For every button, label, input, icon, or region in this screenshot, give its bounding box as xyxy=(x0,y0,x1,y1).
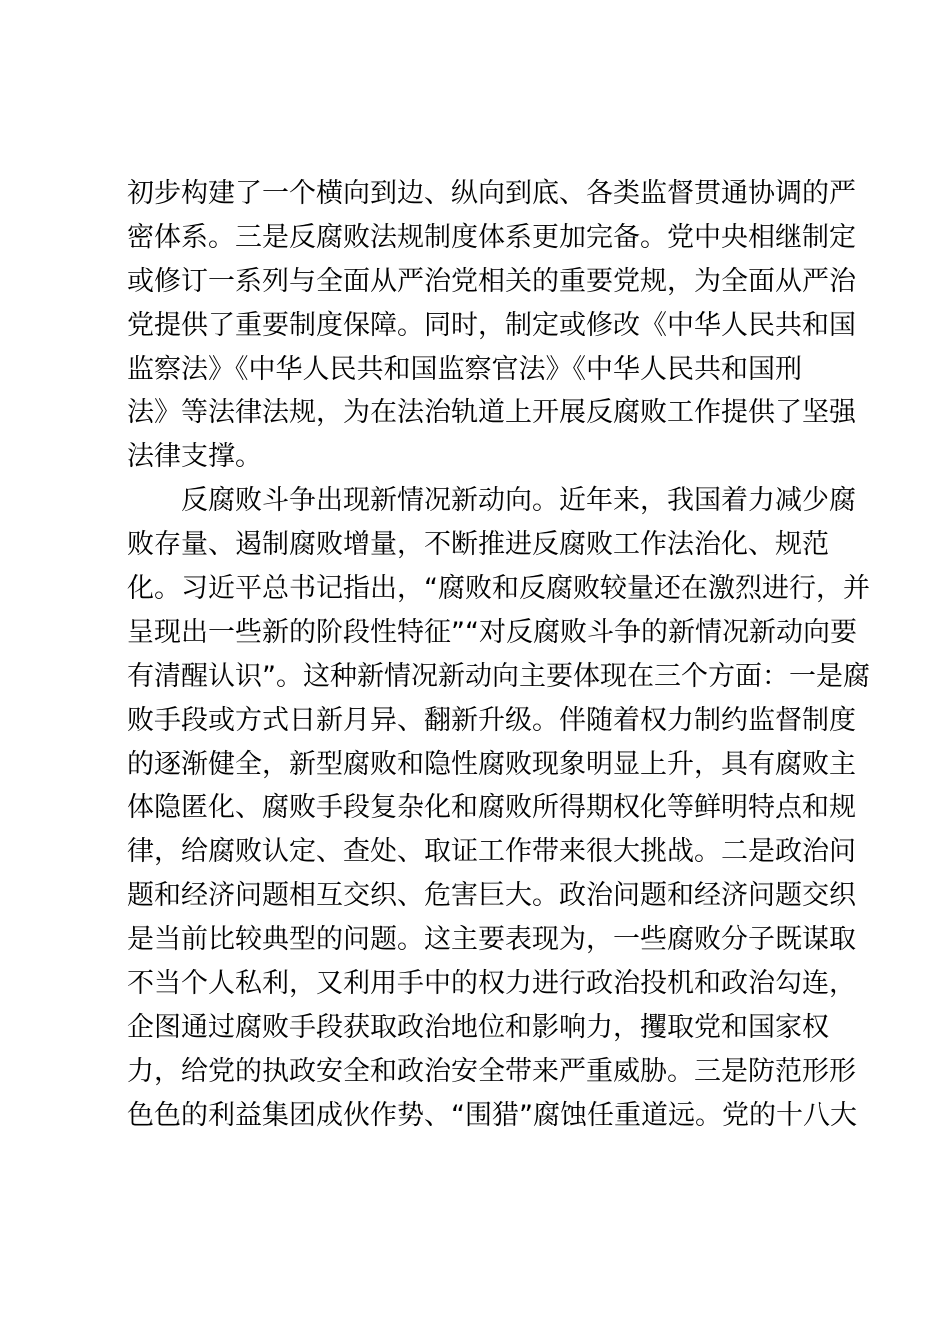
text-line: 律，给腐败认定、查处、取证工作带来很大挑战。二是政治问 xyxy=(127,836,856,868)
text-line: 体隐匿化、腐败手段复杂化和腐败所得期权化等鲜明特点和规 xyxy=(127,792,856,824)
text-line: 题和经济问题相互交织、危害巨大。政治问题和经济问题交织 xyxy=(127,880,856,912)
text-line: 化。习近平总书记指出，“腐败和反腐败较量还在激烈进行，并 xyxy=(127,573,870,605)
text-line: 党提供了重要制度保障。同时，制定或修改《中华人民共和国 xyxy=(127,309,856,341)
text-line: 不当个人私利，又利用手中的权力进行政治投机和政治勾连， xyxy=(127,968,856,1000)
text-line: 败手段或方式日新月异、翻新升级。伴随着权力制约监督制度 xyxy=(127,704,856,736)
text-line: 法律支撑。 xyxy=(127,441,262,473)
body-text xyxy=(127,172,870,1138)
text-line: 有清醒认识”。这种新情况新动向主要体现在三个方面：一是腐 xyxy=(127,660,870,692)
text-line: 力，给党的执政安全和政治安全带来严重威胁。三是防范形形 xyxy=(127,1055,856,1087)
text-line: 败存量、遏制腐败增量，不断推进反腐败工作法治化、规范 xyxy=(127,529,829,561)
paragraph-first-line: 反腐败斗争出现新情况新动向。近年来，我国着力减少腐 xyxy=(181,485,856,517)
text-line: 色色的利益集团成伙作势、“围猎”腐蚀任重道远。党的十八大 xyxy=(127,1099,857,1131)
text-line: 企图通过腐败手段获取政治地位和影响力，攫取党和国家权 xyxy=(127,1011,829,1043)
text-line: 呈现出一些新的阶段性特征”“对反腐败斗争的新情况新动向要 xyxy=(127,616,857,648)
text-line: 或修订一系列与全面从严治党相关的重要党规，为全面从严治 xyxy=(127,265,856,297)
text-line: 法》等法律法规，为在法治轨道上开展反腐败工作提供了坚强 xyxy=(127,397,856,429)
text-line: 的逐渐健全，新型腐败和隐性腐败现象明显上升，具有腐败主 xyxy=(127,748,856,780)
text-line: 初步构建了一个横向到边、纵向到底、各类监督贯通协调的严 xyxy=(127,178,856,209)
text-line: 监察法》《中华人民共和国监察官法》《中华人民共和国刑 xyxy=(127,353,802,385)
text-line: 是当前比较典型的问题。这主要表现为，一些腐败分子既谋取 xyxy=(127,924,856,956)
text-line: 密体系。三是反腐败法规制度体系更加完备。党中央相继制定 xyxy=(127,221,856,253)
